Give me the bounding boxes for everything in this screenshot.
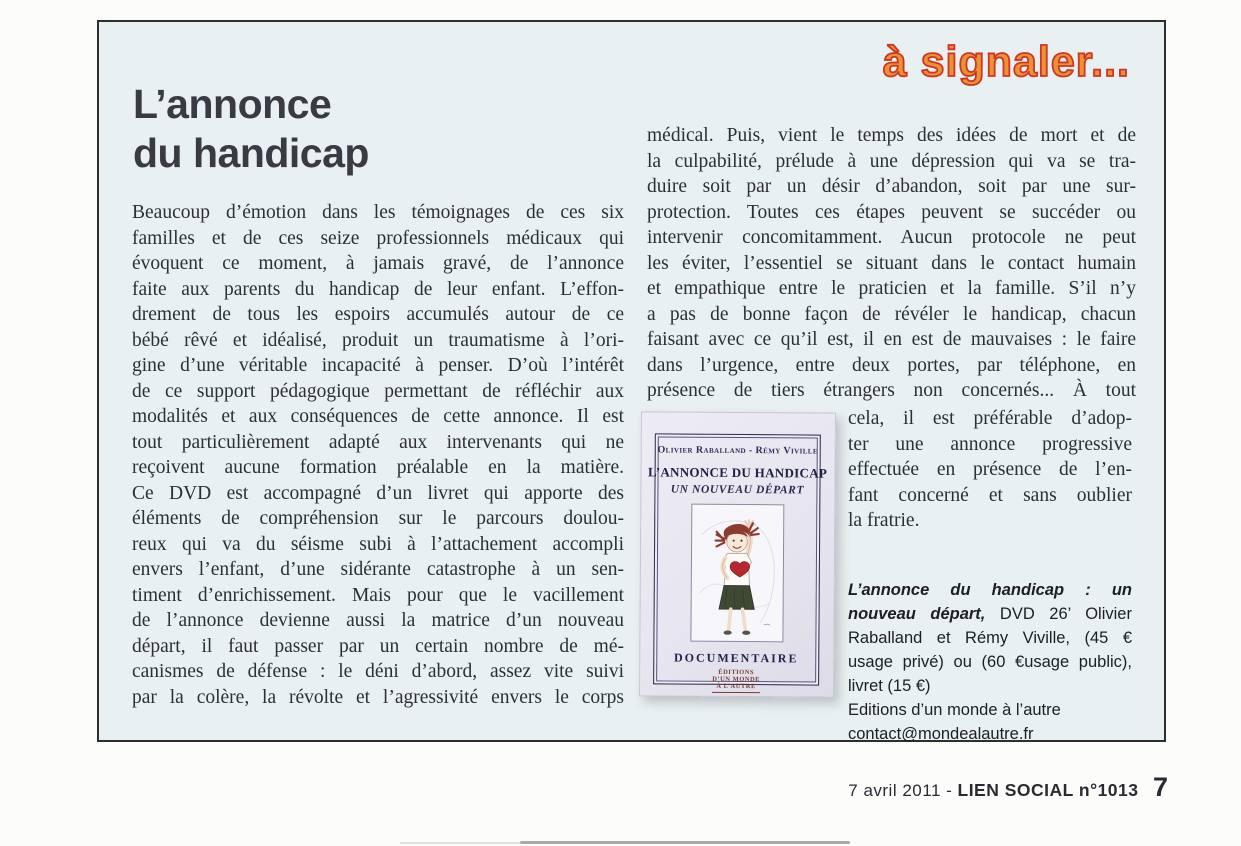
text-line: faisant avec ce qu’il est, il en est de mauvaises : le faire [647, 329, 1136, 350]
dvd-cover-frame [647, 433, 828, 691]
text-line: duire soit par un désir d’abandon, soit par une sur- [647, 176, 1136, 197]
caption-publisher: Editions d’un monde à l’autre [848, 701, 1061, 719]
text-line: départ, il faut passer par un certain nombre de mé- [132, 635, 624, 657]
article-wrap-column [848, 406, 1132, 534]
text-line: cela, il est préférable d’adop- [848, 408, 1132, 429]
text-line: effectuée en présence de l’en- [848, 459, 1132, 480]
article-title [133, 80, 369, 178]
dvd-cover [639, 411, 836, 697]
publisher-logo [712, 669, 760, 693]
article-title-line1: L’annonce [133, 81, 332, 127]
footer-page-number: 7 [1152, 772, 1168, 802]
publisher-line1: ÉDITIONS [718, 668, 755, 677]
text-line: reux qui va du séisme subi à l’attachement accompli [132, 533, 624, 555]
text-line: intervenir concomitamment. Aucun protocole ne peut [647, 227, 1136, 248]
text-line: faite aux parents du handicap de leur enfant. L’effon- [132, 278, 624, 300]
dvd-authors: Olivier Raballand - Rémy Viville [657, 444, 818, 457]
text-line: timent d’enrichissement. Mais pour que le vacillement [132, 584, 624, 606]
text-line: tout particulièrement adapté aux intervenants qui ne [132, 431, 624, 453]
text-line: envers l’enfant, d’une sidérante catastrophe à un sen- [132, 559, 624, 580]
dvd-caption [848, 578, 1132, 746]
caption-details: DVD 26’ Olivier Raballand et Rémy Viville, (45 € usage privé) ou (60 €usage public), livret (15 €) [848, 605, 1132, 695]
dvd-title: L’ANNONCE DU HANDICAP [647, 464, 828, 481]
text-line: gine d’une véritable incapacité à penser. D’où l’intérêt [132, 355, 624, 376]
text-line: présence de tiers étrangers non concernés... À tout [647, 380, 1136, 401]
text-line: éléments de compréhension sur le parcours doulou- [132, 508, 624, 529]
caption-email: contact@mondealautre.fr [848, 725, 1034, 743]
scan-artifact [520, 841, 850, 844]
publisher-line3: À L’AUTRE [716, 682, 756, 691]
text-line: canismes de défense : le déni d’abord, assez vite suivi [132, 661, 624, 682]
text-line: de l’annonce devienne aussi la matrice d’un nouveau [132, 610, 624, 631]
text-line: familles et de ces seize professionnels médicaux qui [132, 227, 624, 249]
scan-artifact-light [400, 842, 520, 844]
girl-illustration-icon [690, 504, 784, 643]
text-line: ter une annonce progressive [848, 433, 1132, 455]
text-line: par la colère, la révolte et l’agressivité envers le corps [132, 686, 624, 708]
article-panel [97, 20, 1166, 742]
text-line: médical. Puis, vient le temps des idées de mort et de [647, 125, 1136, 146]
text-line: Beaucoup d’émotion dans les témoignages de ces six [132, 202, 624, 223]
text-line: dans l’urgence, entre deux portes, par téléphone, en [647, 354, 1136, 376]
text-line: la culpabilité, prélude à une dépression qui va se tra- [647, 150, 1136, 172]
text-line: les éviter, l’essentiel se situant dans le contact humain [647, 252, 1136, 274]
text-line: de ce support pédagogique permettant de réfléchir aux [132, 380, 624, 402]
article-left-column [132, 200, 624, 710]
text-line: bébé rêvé et idéalisé, produit un traumatisme à l’ori- [132, 329, 624, 351]
footer-date: 7 avril 2011 - [848, 781, 958, 800]
text-line: fant concerné et sans oublier [848, 484, 1132, 506]
caption-title: L’annonce du handicap : un nouveau départ, [848, 581, 1132, 623]
text-line: Ce DVD est accompagné d’un livret qui apporte des [132, 482, 624, 504]
page-footer [848, 772, 1168, 803]
publisher-line2: D’UN MONDE [712, 675, 761, 684]
text-line: a pas de bonne façon de révéler le handicap, chacun [647, 303, 1136, 325]
caption-paragraph [848, 578, 1132, 698]
text-line: drement de tous les espoirs accumulés autour de ce [132, 304, 624, 325]
footer-issue: LIEN SOCIAL n°1013 [957, 780, 1139, 800]
text-line: et empathique entre le praticien et la famille. S’il n’y [647, 278, 1136, 299]
text-line: la fratrie. [848, 510, 920, 531]
article-right-column [647, 123, 1136, 404]
dvd-category: DOCUMENTAIRE [673, 650, 799, 666]
text-line: modalités et aux conséquences de cette annonce. Il est [132, 406, 624, 427]
section-label: à signaler... [882, 38, 1130, 86]
text-line: reçoivent aucune formation préalable en la matière. [132, 457, 624, 478]
dvd-rule [669, 460, 807, 461]
article-title-line2: du handicap [133, 130, 369, 176]
text-line: évoquent ce moment, à jamais gravé, de l’annonce [132, 253, 624, 274]
text-line: protection. Toutes ces étapes peuvent se succéder ou [647, 201, 1136, 223]
dvd-subtitle: UN NOUVEAU DÉPART [670, 483, 805, 497]
